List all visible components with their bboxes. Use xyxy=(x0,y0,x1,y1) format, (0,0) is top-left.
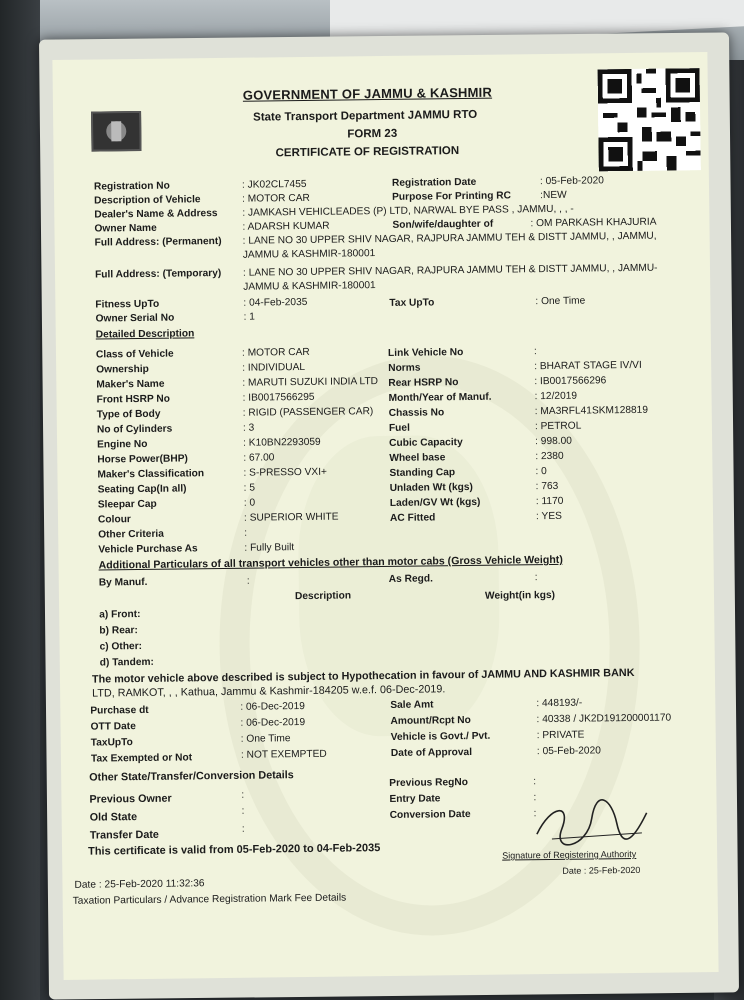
signature-date: Date : 25-Feb-2020 xyxy=(562,864,641,876)
amount-receipt-label: Amount/Rcpt No xyxy=(390,714,471,727)
conversion-date-label: Conversion Date xyxy=(389,808,471,821)
taxupto-label: TaxUpTo xyxy=(90,737,133,749)
serial-value: : 1 xyxy=(243,311,255,323)
background-left xyxy=(0,0,40,1000)
detail-label: Fuel xyxy=(388,422,410,434)
detail-label: Sleepar Cap xyxy=(97,498,157,511)
by-manuf-label: By Manuf. xyxy=(98,576,148,589)
govt-pvt-value: : PRIVATE xyxy=(536,729,585,742)
entry-date-label: Entry Date xyxy=(389,793,441,805)
detail-label: Maker's Classification xyxy=(97,468,205,481)
reg-no-label: Registration No xyxy=(93,180,170,193)
hypothecation-line1: The motor vehicle above described is subject to Hypothecation in favour of JAMMU AND KASHMIR BANK xyxy=(91,666,635,686)
detail-value: : YES xyxy=(535,510,562,523)
permanent-address-line1: : LANE NO 30 UPPER SHIV NAGAR, RAJPURA JAMMU TEH & DISTT JAMMU, , JAMMU, xyxy=(242,230,657,247)
detail-value: : S-PRESSO VXI+ xyxy=(243,466,328,479)
detail-value: : 2380 xyxy=(535,450,564,463)
ott-date-value: : 06-Dec-2019 xyxy=(240,716,306,729)
detail-value: : 763 xyxy=(535,480,559,493)
hypothecation-line2: LTD, RAMKOT, , , Kathua, Jammu & Kashmir-184205 w.e.f. 06-Dec-2019. xyxy=(92,683,446,700)
detail-value: : IB0017566295 xyxy=(242,391,315,404)
amount-receipt-value: : 40338 / JK2D191200001170 xyxy=(536,712,672,726)
signature-authority-label: Signature of Registering Authority xyxy=(502,848,637,861)
dealer-value: : JAMKASH VEHICLEADES (P) LTD, NARWAL BYE PASS , JAMMU, , , - xyxy=(242,203,574,219)
detail-value: : 0 xyxy=(535,466,547,478)
detail-value: : 67.00 xyxy=(243,452,275,464)
description-header: Description xyxy=(294,590,352,603)
emblem-logo xyxy=(91,111,141,152)
previous-regno-colon: : xyxy=(533,776,537,788)
fitness-label: Fitness UpTo xyxy=(95,298,160,311)
permanent-address-label: Full Address: (Permanent) xyxy=(94,235,222,249)
owner-label: Owner Name xyxy=(94,222,157,235)
approval-date-value: : 05-Feb-2020 xyxy=(536,745,601,758)
taxupto-value: : One Time xyxy=(240,733,291,745)
conversion-date-colon: : xyxy=(533,808,537,820)
detail-label: No of Cylinders xyxy=(96,423,173,436)
dealer-label: Dealer's Name & Address xyxy=(94,208,218,221)
detail-value: : MARUTI SUZUKI INDIA LTD xyxy=(242,376,379,389)
tax-exempted-label: Tax Exempted or Not xyxy=(90,752,193,765)
government-title: GOVERNMENT OF JAMMU & KASHMIR xyxy=(242,84,493,103)
detail-value: : BHARAT STAGE IV/VI xyxy=(534,359,642,373)
purpose-value: :NEW xyxy=(540,189,567,202)
by-manuf-colon: : xyxy=(246,575,250,587)
previous-regno-label: Previous RegNo xyxy=(389,777,469,789)
previous-owner-colon: : xyxy=(241,789,245,801)
tax-label: Tax UpTo xyxy=(389,297,435,309)
validity-statement: This certificate is valid from 05-Feb-2020 to 04-Feb-2035 xyxy=(88,842,381,858)
previous-owner-label: Previous Owner xyxy=(89,792,172,806)
reg-date-value: : 05-Feb-2020 xyxy=(539,175,604,188)
additional-particulars-title: Additional Particulars of all transport vehicles other than motor cabs (Gross Vehicle Weight) xyxy=(98,553,563,572)
sale-amount-value: : 448193/- xyxy=(536,697,583,710)
transfer-date-label: Transfer Date xyxy=(89,828,159,842)
weight-header: Weight(in kgs) xyxy=(484,589,556,602)
old-state-label: Old State xyxy=(89,811,138,824)
other-axle-label: c) Other: xyxy=(99,640,143,653)
detail-value: : 0 xyxy=(243,497,256,509)
desc-value: : MOTOR CAR xyxy=(242,192,310,205)
temporary-address-label: Full Address: (Temporary) xyxy=(94,267,222,281)
sale-amount-label: Sale Amt xyxy=(390,699,434,711)
detail-value: : PETROL xyxy=(534,420,582,433)
detail-value: : 1170 xyxy=(535,495,564,508)
detailed-description-heading: Detailed Description xyxy=(95,328,195,341)
detail-value: : RIGID (PASSENGER CAR) xyxy=(242,406,374,419)
transfer-date-colon: : xyxy=(241,823,245,835)
approval-date-label: Date of Approval xyxy=(390,746,473,759)
registration-certificate xyxy=(52,52,718,980)
owner-value: : ADARSH KUMAR xyxy=(242,220,330,233)
purchase-date-label: Purchase dt xyxy=(90,704,149,717)
detail-value: : IB0017566296 xyxy=(534,375,607,388)
taxation-particulars: Taxation Particulars / Advance Registration Mark Fee Details xyxy=(72,892,347,907)
detail-label: Colour xyxy=(97,514,131,526)
tax-value: : One Time xyxy=(535,295,586,308)
department-title: State Transport Department JAMMU RTO xyxy=(253,108,478,124)
detail-label: Engine No xyxy=(97,438,148,451)
tax-exempted-value: : NOT EXEMPTED xyxy=(240,748,327,761)
detail-label: Rear HSRP No xyxy=(388,377,459,389)
front-axle-label: a) Front: xyxy=(99,609,141,621)
detail-label: Vehicle Purchase As xyxy=(98,543,198,556)
detail-value: : MOTOR CAR xyxy=(241,346,310,359)
as-regd-label: As Regd. xyxy=(388,573,433,585)
temporary-address-line1: : LANE NO 30 UPPER SHIV NAGAR, RAJPURA JAMMU TEH & DISTT JAMMU, , JAMMU- xyxy=(242,262,658,279)
detail-label: Standing Cap xyxy=(389,467,456,479)
as-regd-colon: : xyxy=(534,572,538,584)
detail-label: Class of Vehicle xyxy=(95,348,174,361)
detail-value: : K10BN2293059 xyxy=(243,436,321,449)
detail-value: : 5 xyxy=(243,482,256,494)
reg-no-value: : JK02CL7455 xyxy=(241,178,307,191)
detail-label: Link Vehicle No xyxy=(387,347,464,359)
relation-value: : OM PARKASH KHAJURIA xyxy=(530,216,657,230)
permanent-address-line2: JAMMU & KASHMIR-180001 xyxy=(242,248,376,261)
tandem-axle-label: d) Tandem: xyxy=(99,656,154,669)
detail-label: Type of Body xyxy=(96,408,161,421)
detail-value: : 12/2019 xyxy=(534,390,578,403)
detail-value: : 998.00 xyxy=(535,435,572,448)
detail-label: Front HSRP No xyxy=(96,393,171,406)
detail-label: Unladen Wt (kgs) xyxy=(389,481,473,494)
temporary-address-line2: JAMMU & KASHMIR-180001 xyxy=(243,280,376,293)
old-state-colon: : xyxy=(241,805,245,817)
detail-value: : MA3RFL41SKM128819 xyxy=(534,404,649,418)
detail-label: Other Criteria xyxy=(98,528,164,541)
detail-label: Month/Year of Manuf. xyxy=(388,391,492,404)
detail-label: Horse Power(BHP) xyxy=(97,453,188,466)
ott-date-label: OTT Date xyxy=(90,721,136,733)
serial-label: Owner Serial No xyxy=(95,312,175,325)
detail-value: : xyxy=(533,346,537,358)
detail-label: Wheel base xyxy=(389,452,446,464)
detail-label: Chassis No xyxy=(388,407,445,419)
fitness-value: : 04-Feb-2035 xyxy=(243,296,308,309)
rto-stamp xyxy=(492,843,643,905)
relation-label: Son/wife/daughter of xyxy=(392,218,494,231)
govt-pvt-label: Vehicle is Govt./ Pvt. xyxy=(390,730,491,743)
detail-label: AC Fitted xyxy=(389,512,436,524)
detail-value: : xyxy=(244,527,248,539)
detail-label: Cubic Capacity xyxy=(389,437,463,449)
qr-code xyxy=(598,68,701,171)
detail-label: Seating Cap(In all) xyxy=(97,483,187,496)
purchase-date-value: : 06-Dec-2019 xyxy=(240,700,305,713)
reg-date-label: Registration Date xyxy=(391,176,477,189)
detail-label: Ownership xyxy=(96,363,149,376)
detail-value: : Fully Built xyxy=(244,542,295,554)
entry-date-colon: : xyxy=(533,792,537,804)
certificate-title: CERTIFICATE OF REGISTRATION xyxy=(275,145,460,160)
purpose-label: Purpose For Printing RC xyxy=(392,190,512,203)
detail-value: : SUPERIOR WHITE xyxy=(243,511,339,524)
detail-label: Norms xyxy=(388,362,421,374)
form-number: FORM 23 xyxy=(347,127,398,141)
desc-label: Description of Vehicle xyxy=(94,194,201,207)
detail-value: : 3 xyxy=(242,422,255,434)
print-date: Date : 25-Feb-2020 11:32:36 xyxy=(74,878,205,891)
transfer-details-title: Other State/Transfer/Conversion Details xyxy=(89,769,294,784)
detail-value: : INDIVIDUAL xyxy=(242,361,306,374)
rear-axle-label: b) Rear: xyxy=(99,625,138,637)
detail-label: Laden/GV Wt (kgs) xyxy=(389,496,481,509)
detail-label: Maker's Name xyxy=(96,378,165,391)
